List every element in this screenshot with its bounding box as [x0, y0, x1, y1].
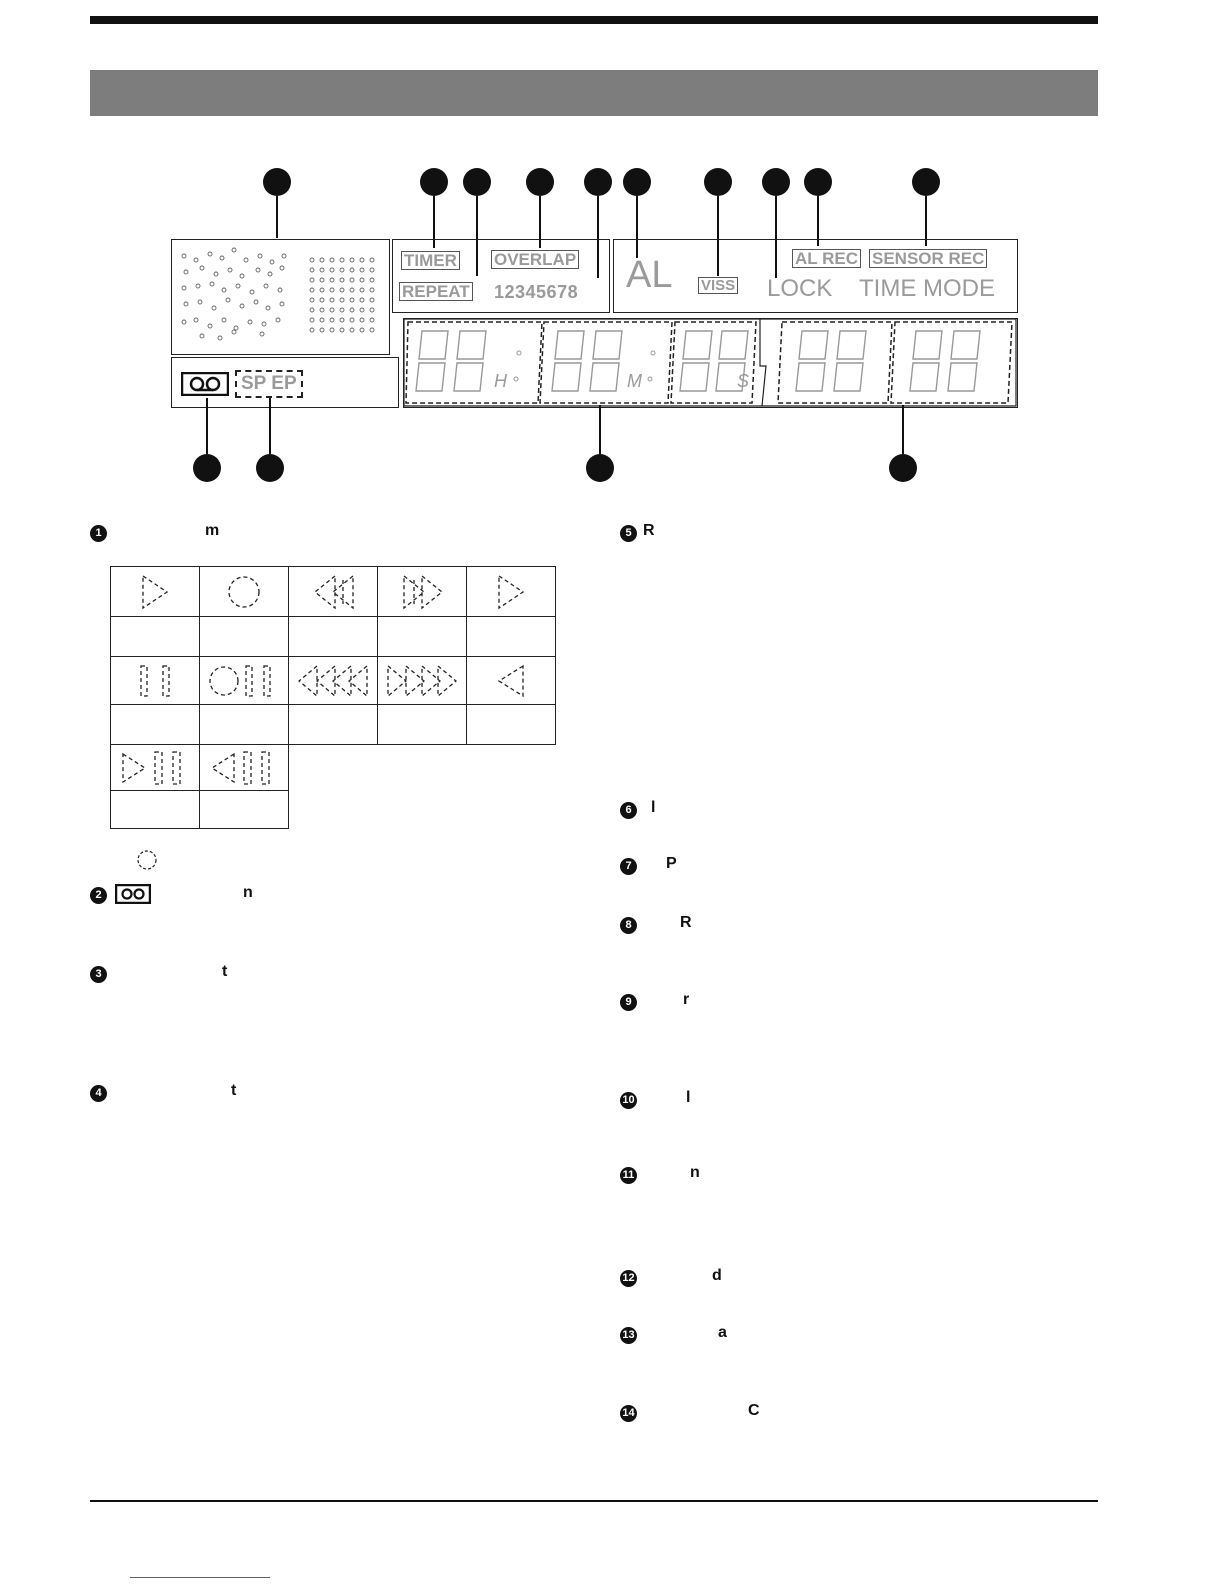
matrix-dot — [370, 328, 374, 332]
repeat-indicator: REPEAT — [399, 282, 473, 301]
speed-indicator: SP EP — [235, 370, 303, 398]
description-text: l — [686, 1089, 691, 1106]
play-icon — [111, 568, 199, 616]
blink-note-icon — [136, 849, 158, 871]
matrix-dot — [236, 284, 240, 288]
table-cell — [111, 657, 200, 705]
matrix-dot — [320, 328, 324, 332]
matrix-dot — [330, 268, 334, 272]
matrix-dot — [266, 306, 270, 310]
callout-al-rec — [804, 168, 832, 196]
reverse-play-icon — [467, 658, 555, 704]
matrix-dot — [262, 322, 266, 326]
matrix-dot — [340, 308, 344, 312]
matrix-dot — [340, 288, 344, 292]
description-text: P — [666, 855, 677, 872]
matrix-dot — [276, 318, 280, 322]
matrix-dot — [310, 288, 314, 292]
description-text: m — [205, 522, 220, 539]
record-icon — [200, 568, 288, 616]
matrix-dot — [360, 288, 364, 292]
cassette-icon — [115, 884, 151, 904]
dot-matrix-panel — [171, 239, 390, 355]
bottom-rule — [90, 1500, 1098, 1502]
description-text: l — [651, 799, 656, 816]
callout-timer — [420, 168, 448, 196]
seven-segment-digit — [680, 331, 712, 391]
description-marker: 5 — [620, 525, 637, 542]
description-text: n — [243, 884, 253, 901]
lock-indicator: LOCK — [767, 275, 833, 302]
matrix-dot — [320, 278, 324, 282]
matrix-dot — [370, 288, 374, 292]
matrix-dot — [218, 336, 222, 340]
matrix-dot — [282, 254, 286, 258]
table-cell — [289, 617, 378, 657]
description-marker: 8 — [620, 917, 637, 934]
viss-indicator: VISS — [698, 277, 738, 294]
description-marker: 3 — [90, 966, 107, 983]
matrix-dot — [232, 248, 236, 252]
matrix-dot — [320, 318, 324, 322]
mode-indicator-panel — [392, 239, 610, 313]
table-cell — [200, 657, 289, 705]
matrix-dot — [370, 268, 374, 272]
matrix-dot — [258, 254, 262, 258]
callout-1-leader — [276, 196, 278, 238]
matrix-dot — [278, 288, 282, 292]
rewind-icon — [289, 568, 377, 616]
matrix-dot — [244, 258, 248, 262]
matrix-dot — [350, 308, 354, 312]
matrix-dot — [268, 272, 272, 276]
matrix-dot — [182, 254, 186, 258]
matrix-dot — [370, 278, 374, 282]
matrix-dot — [280, 302, 284, 306]
seven-segment-digit — [834, 331, 866, 391]
matrix-dot — [310, 328, 314, 332]
callout-al — [623, 168, 651, 196]
matrix-dot — [340, 318, 344, 322]
matrix-dot — [208, 252, 212, 256]
description-text: n — [690, 1164, 700, 1181]
matrix-dot — [250, 290, 254, 294]
overlap-indicator: OVERLAP — [491, 250, 579, 269]
description-marker: 4 — [90, 1085, 107, 1102]
description-text: r — [683, 991, 690, 1008]
callout-lock — [762, 168, 790, 196]
table-cell-empty — [289, 791, 378, 829]
operation-symbol-table — [110, 566, 556, 829]
matrix-dot — [320, 268, 324, 272]
description-marker: 13 — [620, 1327, 637, 1344]
matrix-dot — [330, 308, 334, 312]
description-text: a — [718, 1324, 727, 1341]
description-text: d — [712, 1267, 722, 1284]
matrix-dot — [310, 298, 314, 302]
matrix-dot — [214, 272, 218, 276]
matrix-dot — [270, 260, 274, 264]
table-cell — [378, 657, 467, 705]
table-cell — [111, 791, 200, 829]
matrix-dot — [310, 258, 314, 262]
callout-sensor-rec — [912, 168, 940, 196]
matrix-dot — [360, 328, 364, 332]
matrix-dot — [320, 258, 324, 262]
matrix-dot — [310, 278, 314, 282]
matrix-dot — [370, 298, 374, 302]
description-marker: 9 — [620, 994, 637, 1011]
matrix-dot — [340, 298, 344, 302]
description-marker: 11 — [620, 1167, 637, 1184]
pause-icon — [111, 658, 199, 704]
matrix-dot — [370, 258, 374, 262]
fast-rewind-icon — [289, 658, 377, 704]
matrix-dot — [340, 328, 344, 332]
seven-segment-digit — [590, 331, 622, 391]
description-marker: 1 — [90, 525, 107, 542]
callout-speed-leader — [269, 398, 271, 454]
seven-segment-digit — [910, 331, 942, 391]
table-cell — [111, 705, 200, 745]
status-indicator-panel — [613, 239, 1018, 313]
table-cell-empty — [467, 745, 556, 791]
matrix-dot — [234, 326, 238, 330]
footer-link-underline[interactable] — [130, 1577, 270, 1578]
matrix-dot — [200, 334, 204, 338]
matrix-dot — [240, 274, 244, 278]
second-unit-label: S — [737, 371, 750, 391]
fast-forward-search-icon — [378, 658, 466, 704]
table-cell — [289, 657, 378, 705]
table-cell — [378, 705, 467, 745]
description-marker: 7 — [620, 858, 637, 875]
play-icon — [467, 568, 555, 616]
time-display-panel — [403, 318, 1018, 408]
repeat-number-indicator: 12345678 — [494, 282, 579, 302]
seven-segment-display — [404, 319, 1017, 407]
matrix-dot — [260, 332, 264, 336]
matrix-dot — [184, 302, 188, 306]
callout-time — [586, 454, 614, 482]
description-marker: 14 — [620, 1405, 637, 1422]
matrix-dot — [254, 300, 258, 304]
table-cell-empty — [467, 791, 556, 829]
matrix-dot — [360, 258, 364, 262]
matrix-dot — [350, 278, 354, 282]
callout-viss — [704, 168, 732, 196]
matrix-dot — [340, 268, 344, 272]
matrix-dot — [350, 258, 354, 262]
matrix-dot — [350, 268, 354, 272]
table-cell — [111, 567, 200, 617]
seven-segment-digit — [454, 331, 486, 391]
matrix-dot — [228, 268, 232, 272]
callout-cassette-leader — [206, 398, 208, 454]
table-cell — [111, 745, 200, 791]
callout-1 — [263, 168, 291, 196]
matrix-dot — [360, 278, 364, 282]
callout-overlap — [526, 168, 554, 196]
al-rec-indicator: AL REC — [792, 249, 861, 268]
table-cell — [200, 567, 289, 617]
matrix-dot — [226, 298, 230, 302]
matrix-dot — [320, 308, 324, 312]
table-cell-empty — [289, 745, 378, 791]
cassette-icon — [181, 372, 229, 396]
matrix-dot — [208, 324, 212, 328]
matrix-dot — [330, 298, 334, 302]
sensor-rec-indicator: SENSOR REC — [869, 249, 987, 268]
record-pause-icon — [200, 658, 288, 704]
matrix-dot — [360, 308, 364, 312]
section-header-bar — [90, 70, 1098, 116]
matrix-dot — [320, 298, 324, 302]
matrix-dot — [330, 318, 334, 322]
table-cell — [289, 705, 378, 745]
table-cell-empty — [378, 745, 467, 791]
table-cell — [467, 657, 556, 705]
matrix-dot — [340, 258, 344, 262]
matrix-dot — [320, 288, 324, 292]
time-mode-indicator: TIME MODE — [859, 275, 995, 302]
matrix-dot — [330, 278, 334, 282]
matrix-dot — [350, 328, 354, 332]
matrix-dot — [200, 266, 204, 270]
table-cell — [200, 617, 289, 657]
matrix-dot — [350, 318, 354, 322]
hour-unit-label: H — [494, 371, 507, 391]
matrix-dot — [370, 308, 374, 312]
callout-repeat — [463, 168, 491, 196]
matrix-dot — [198, 300, 202, 304]
description-marker: 6 — [620, 802, 637, 819]
callout-channel — [889, 454, 917, 482]
play-pause-icon — [111, 746, 199, 790]
matrix-dot — [310, 308, 314, 312]
matrix-dot — [210, 282, 214, 286]
description-text: t — [222, 963, 228, 980]
callout-numbers — [584, 168, 612, 196]
fast-forward-icon — [378, 568, 466, 616]
reverse-play-pause-icon — [200, 746, 288, 790]
minute-unit-label: M — [627, 371, 642, 391]
table-cell — [378, 567, 467, 617]
matrix-dot — [194, 258, 198, 262]
table-cell — [111, 617, 200, 657]
matrix-dot — [350, 288, 354, 292]
matrix-dot — [212, 306, 216, 310]
matrix-dot — [222, 288, 226, 292]
description-text: R — [680, 914, 692, 931]
table-cell — [378, 617, 467, 657]
description-marker: 12 — [620, 1270, 637, 1287]
matrix-dot — [310, 268, 314, 272]
matrix-dot — [360, 298, 364, 302]
table-cell — [200, 705, 289, 745]
matrix-dot — [370, 318, 374, 322]
table-cell — [467, 567, 556, 617]
table-cell — [467, 617, 556, 657]
matrix-dot — [256, 268, 260, 272]
table-cell — [200, 791, 289, 829]
al-indicator: AL — [626, 254, 673, 296]
timer-indicator: TIMER — [401, 251, 460, 270]
matrix-dot — [194, 318, 198, 322]
seven-segment-digit — [552, 331, 584, 391]
seven-segment-digit — [796, 331, 828, 391]
table-cell — [200, 745, 289, 791]
seven-segment-digit — [948, 331, 980, 391]
top-rule — [90, 16, 1098, 24]
matrix-dot — [182, 286, 186, 290]
callout-channel-leader — [902, 405, 904, 454]
matrix-dot — [196, 284, 200, 288]
matrix-dot — [360, 318, 364, 322]
matrix-dot — [340, 278, 344, 282]
matrix-dot — [184, 270, 188, 274]
matrix-dot — [220, 256, 224, 260]
callout-cassette — [193, 454, 221, 482]
matrix-dot — [330, 288, 334, 292]
matrix-dot — [232, 330, 236, 334]
matrix-dot — [264, 284, 268, 288]
description-text: C — [748, 1402, 760, 1419]
matrix-dot — [330, 258, 334, 262]
description-marker: 10 — [620, 1092, 637, 1109]
description-marker: 2 — [90, 887, 107, 904]
description-text: R — [643, 522, 655, 539]
matrix-dot — [182, 320, 186, 324]
table-cell — [289, 567, 378, 617]
matrix-dot — [360, 268, 364, 272]
matrix-dot — [240, 304, 244, 308]
callout-time-leader — [599, 405, 601, 454]
table-cell — [467, 705, 556, 745]
seven-segment-digit — [416, 331, 448, 391]
matrix-dot — [222, 318, 226, 322]
matrix-dot — [248, 320, 252, 324]
matrix-dot — [280, 266, 284, 270]
matrix-dot — [350, 298, 354, 302]
description-text: t — [231, 1082, 237, 1099]
dot-matrix-icon — [172, 240, 389, 354]
table-cell-empty — [378, 791, 467, 829]
callout-speed — [256, 454, 284, 482]
matrix-dot — [310, 318, 314, 322]
matrix-dot — [330, 328, 334, 332]
